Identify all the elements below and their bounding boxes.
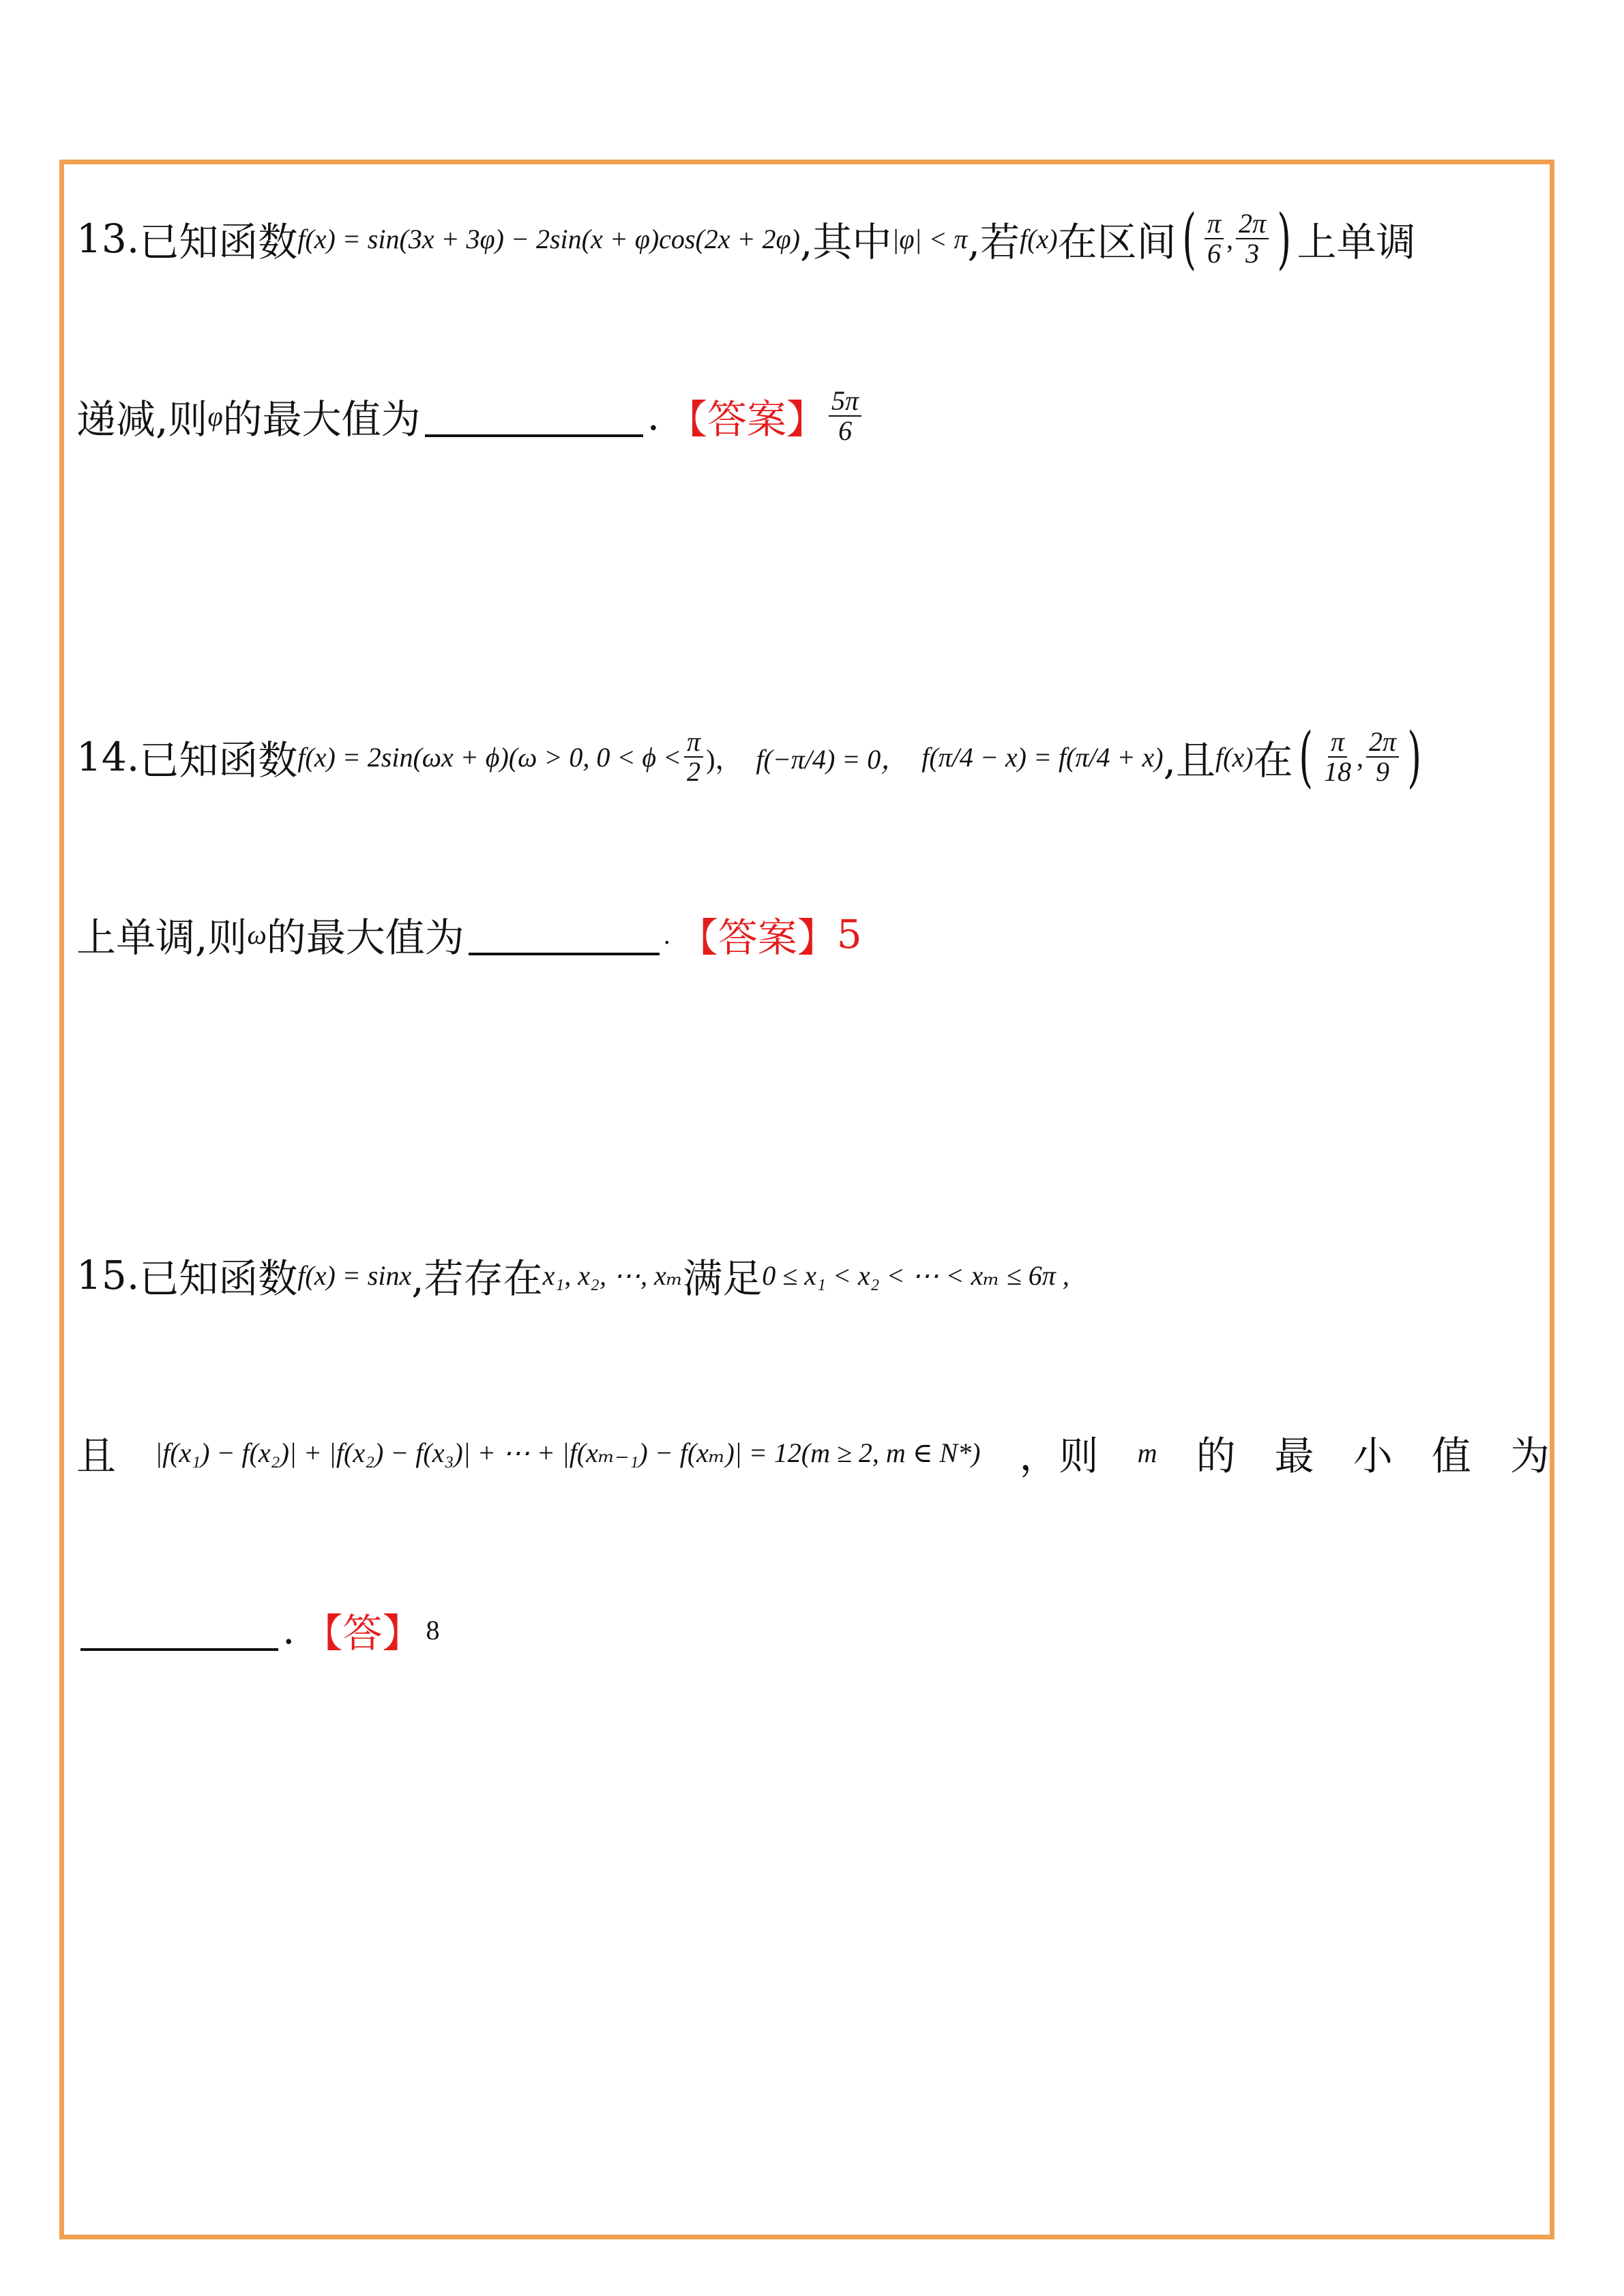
problem-text: 已知函数 [139,219,298,265]
answer-fraction: $\frac{5\pi}{6}$ [829,387,861,445]
fraction: $\frac{2\pi}{3}$ [1236,209,1269,268]
problem-text: ,若 [967,219,1020,265]
formula: f(x) = sin(3x + 3φ) − 2sin(x + φ)cos(2x + 2φ) [297,223,800,254]
problem-text: 的 [1196,1433,1236,1479]
answer-value: 8 [426,1614,440,1645]
answer-blank [80,1609,278,1651]
formula: 0 ≤ x₁ < x₂ < ⋯ < xₘ ≤ 6π , [762,1259,1069,1291]
answer-blank [469,913,660,955]
answer-label: 【答案】 [668,396,827,443]
problem-text: 的最大值为 [222,396,421,443]
formula: )， [706,743,743,775]
problem-text: ,若存在 [411,1255,543,1302]
problem-text: 且 [76,1433,117,1479]
variable: ω [247,919,267,950]
problem-number: 14 [76,734,127,780]
problem-text: 上单调 [1297,219,1416,265]
problem-text: ,其中 [799,219,892,265]
formula: f(π/4 − x) = f(π/4 + x) [921,741,1164,773]
fraction: $\frac{\pi}{2}$ [684,728,703,786]
variable: m [1137,1437,1157,1468]
formula: f(x) = sinx [297,1259,412,1291]
formula: f(x) [1215,741,1254,773]
problem-13-line-2: 递减,则 φ 的最大值为 . 【答案】 $\frac{5\pi}{6}$ [76,375,864,457]
problem-text: 上单调,则 [76,914,248,961]
problem-text: ,且 [1163,737,1216,784]
problem-number: 15 [76,1252,127,1298]
fraction: $\frac{2\pi}{9}$ [1366,728,1399,786]
problem-text: 值 [1431,1433,1471,1479]
problem-text: 小 [1353,1433,1393,1479]
answer-label: 【答】 [303,1610,422,1656]
problem-text: 已知函数 [139,737,298,784]
problem-text: 递减,则 [76,396,208,443]
problem-13-line-1: 13 . 已知函数 f(x) = sin(3x + 3φ) − 2sin(x + φ)cos(2x + 2φ) ,其中 |φ| < π ,若 f(x) 在区间 ( $\frac{\pi}{6}$ , $\frac{2\pi}{3}$ ) 上单调 [76,200,1416,277]
problem-text: 在 [1253,737,1293,784]
problem-14-line-1: 14 . 已知函数 f(x) = 2sin(ωx + ϕ)(ω > 0, 0 < ϕ < $\frac{\pi}{2}$ )， f(−π/4) = 0， f(π/4 − x) = f(π/4 + x) ,且 f(x) 在 ( $\frac{\pi}{18}$ , $\frac{2\pi}{9}$ ) [76,719,1422,795]
variable: φ [207,400,223,432]
fraction: $\frac{\pi}{6}$ [1205,209,1224,268]
problem-15-line-1: 15 . 已知函数 f(x) = sinx ,若存在 x₁, x₂, ⋯, xₘ 满足 0 ≤ x₁ < x₂ < ⋯ < xₘ ≤ 6π , [76,1234,1069,1316]
problem-text: 在区间 [1057,219,1177,265]
formula: f(−π/4) = 0， [756,743,909,775]
formula: |φ| < π [891,223,968,254]
problem-text: 满足 [683,1255,763,1302]
orange-frame [59,160,1554,2239]
problem-text: 为 [1509,1433,1550,1479]
formula: f(x) [1020,223,1058,254]
problem-number: 13 [76,215,127,262]
problem-text: 最 [1274,1433,1314,1479]
answer-blank [425,395,643,437]
problem-text: ，则 [1019,1433,1099,1479]
problem-text: 已知函数 [139,1255,298,1302]
formula: |f(x₁) − f(x₂)| + |f(x₂) − f(x₃)| + ⋯ + |f(xₘ₋₁) − f(xₘ)| = 12(m ≥ 2, m ∈ N*) [155,1437,981,1468]
formula: x₁, x₂, ⋯, xₘ [542,1259,683,1291]
fraction: $\frac{\pi}{18}$ [1324,726,1352,787]
problem-text: 的最大值为 [266,914,464,961]
answer-label: 【答案】 [678,914,837,961]
problem-15-line-3: . 【答】 8 [76,1589,439,1671]
problem-14-line-2: 上单调,则 ω 的最大值为 . 【答案】 5 [76,893,862,975]
problem-15-line-2 [76,1412,1550,1493]
answer-value: 5 [836,911,862,957]
formula: f(x) = 2sin(ωx + ϕ)(ω > 0, 0 < ϕ < [297,741,682,773]
